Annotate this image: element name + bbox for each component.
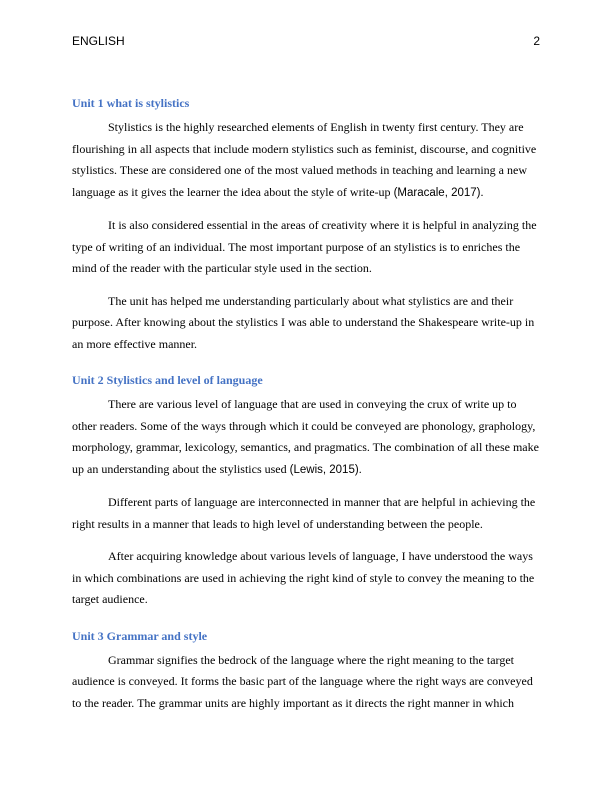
paragraph — [72, 117, 540, 204]
document-body — [72, 93, 540, 729]
paragraph-end: . — [480, 184, 484, 199]
unit-2-section — [72, 370, 540, 611]
paragraph — [72, 394, 540, 481]
paragraph: Grammar signifies the bedrock of the language where the right meaning to the target audience is conveyed. It forms the basic part of the language where the right ways are conveyed to the reader. The grammar units are highly important as it directs the right manner in which — [72, 652, 533, 710]
paragraph-text: There are various level of language that are used in conveying the crux of write up to other readers. Some of the ways through which it could be conveyed are phonology, graphology, morphology, grammar, lexicology, semantics, and pragmatics. The combination of all these make up an understanding about the stylistics used — [72, 397, 539, 476]
page-number: 2 — [533, 34, 540, 48]
paragraph-end: . — [358, 461, 362, 476]
paragraph: Different parts of language are interconnected in manner that are helpful in achieving the right results in a manner that leads to high level of understanding between the people. — [72, 495, 536, 531]
paragraph-text: Stylistics is the highly researched elements of English in twenty first century. They are flourishing in all aspects that include modern stylistics such as feminist, discourse, and cognitive stylistics. These are considered one of the most valued methods in teaching and learning a new language as it gives the learner the idea about the style of write-up — [72, 120, 537, 199]
citation: (Maracale, 2017) — [393, 186, 481, 199]
unit-heading: Unit 1 what is stylistics — [72, 96, 190, 110]
header-title: ENGLISH — [72, 34, 125, 48]
unit-heading: Unit 3 Grammar and style — [72, 628, 208, 643]
paragraph: It is also considered essential in the areas of creativity where it is helpful in analyzing the type of writing of an individual. The most important purpose of an stylistics is to enriches the mind of the reader with the particular style used in the section. — [72, 218, 537, 275]
paragraph: After acquiring knowledge about various levels of language, I have understood the ways in which combinations are used in achieving the right kind of style to convey the meaning to the target audience. — [72, 549, 535, 606]
page-header — [72, 34, 540, 48]
unit-1-section — [72, 93, 540, 355]
paragraph: The unit has helped me understanding particularly about what stylistics are and their purpose. After knowing about the stylistics I was able to understand the Shakespeare write-up in an more effective manner. — [72, 293, 535, 351]
citation: (Lewis, 2015) — [289, 463, 359, 476]
unit-heading: Unit 2 Stylistics and level of language — [72, 373, 263, 387]
unit-3-section — [72, 626, 540, 715]
